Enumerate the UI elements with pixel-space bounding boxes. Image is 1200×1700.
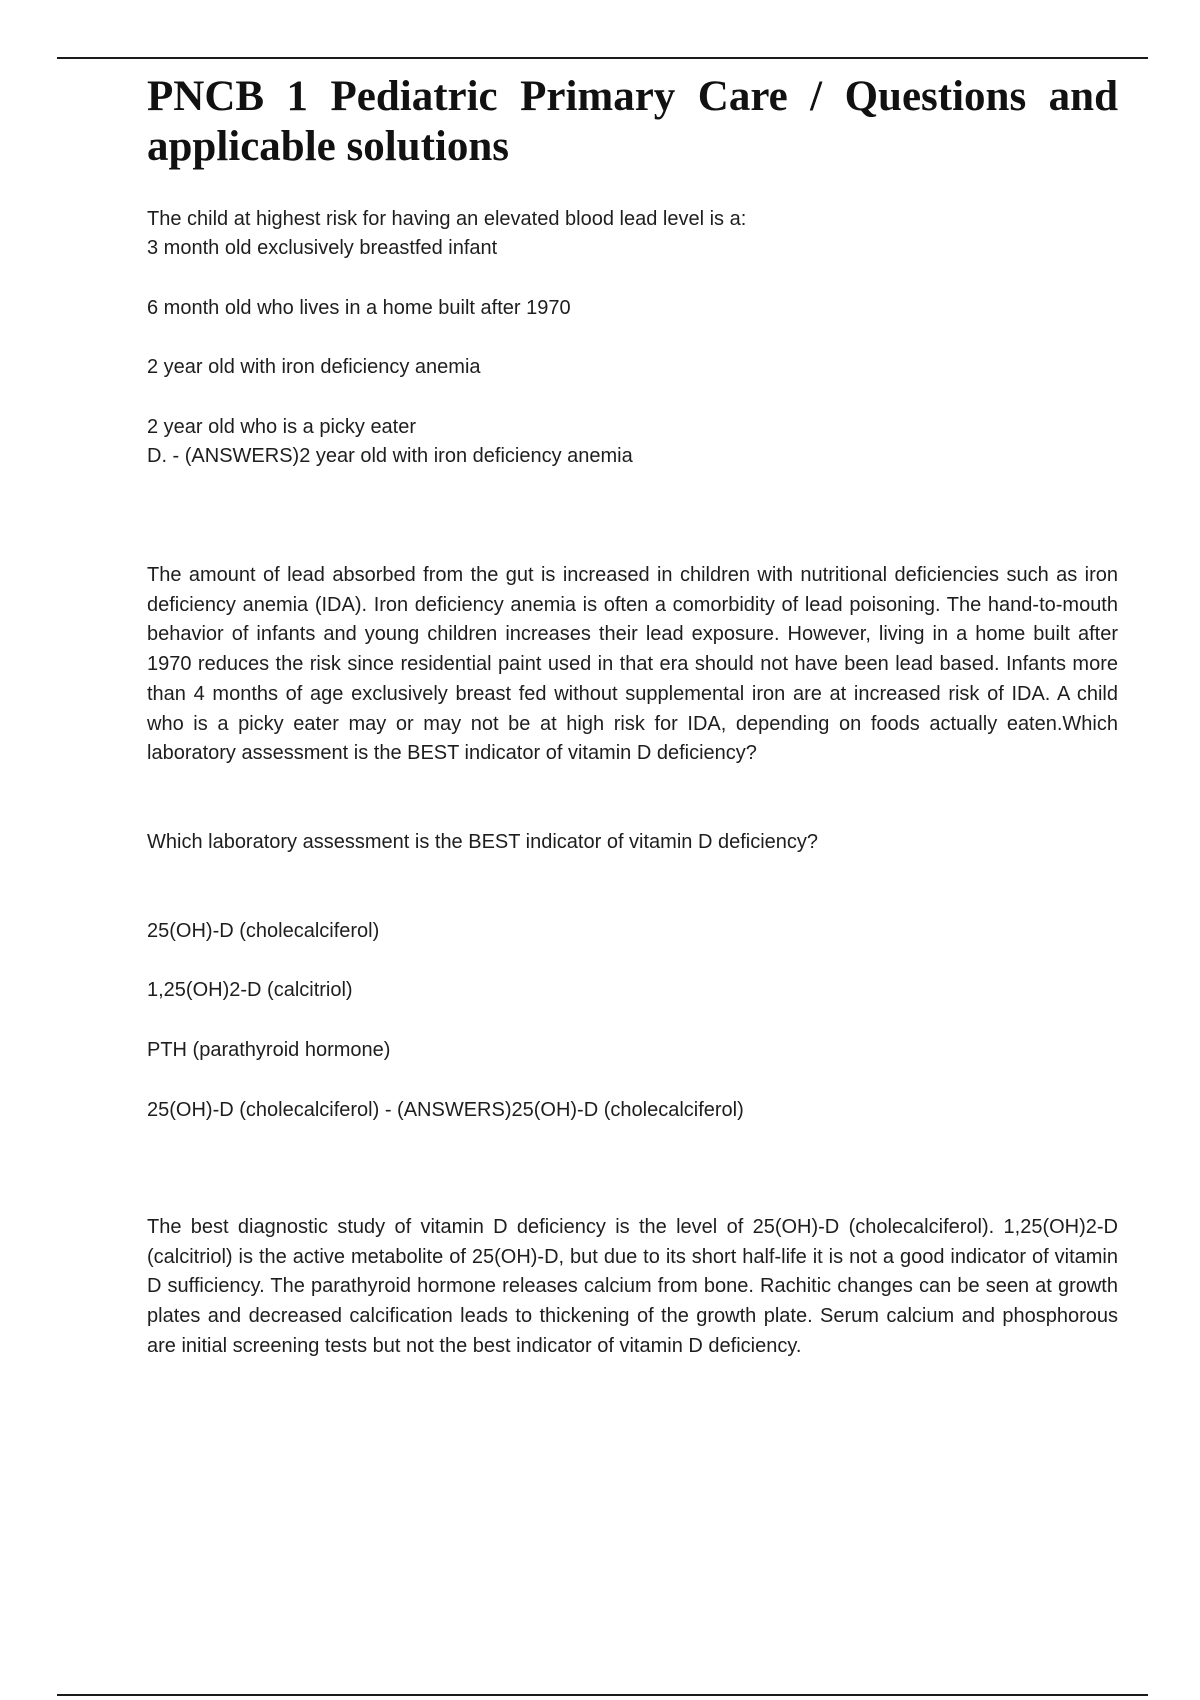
q1-option-a: 3 month old exclusively breastfed infant [147, 237, 498, 259]
q1-rationale: The amount of lead absorbed from the gut is increased in children with nutritional deficiencies such as iron deficiency anemia (IDA). Iron deficiency anemia is often a comorbidity of lead poisoning. The hand-to-mouth behavior of infants and young children increases their lead exposure. However, living in a home built after 1970 reduces the risk since residential paint used in that era should not have been lead based. Infants more than 4 months of age exclusively breast fed without supplemental iron are at increased risk of IDA. A child who is a picky eater may or may not be at high risk for IDA, depending on foods actually eaten.Which laboratory assessment is the BEST indicator of vitamin D deficiency? [147, 564, 1118, 765]
header-rule [57, 57, 1148, 59]
q2-answer: 25(OH)-D (cholecalciferol) - (ANSWERS)25(OH)-D (cholecalciferol) [147, 1099, 744, 1121]
footer-rule [57, 1694, 1148, 1696]
q2-rationale: The best diagnostic study of vitamin D deficiency is the level of 25(OH)-D (cholecalciferol). 1,25(OH)2-D (calcitriol) is the active metabolite of 25(OH)-D, but due to its short half-life it is not a good indicator of vitamin D sufficiency. The parathyroid hormone releases calcium from bone. Rachitic changes can be seen at growth plates and decreased calcification leads to thickening of the growth plate. Serum calcium and phosphorous are initial screening tests but not the best indicator of vitamin D deficiency. [147, 1216, 1118, 1357]
question-1: The child at highest risk for having an elevated blood lead level is a: [147, 208, 747, 230]
document-title: PNCB 1 Pediatric Primary Care / Questions and applicable solutions [147, 73, 1118, 170]
q2-option-b: 1,25(OH)2-D (calcitriol) [147, 979, 353, 1001]
q1-option-d: 2 year old who is a picky eater [147, 416, 417, 438]
q1-option-c: 2 year old with iron deficiency anemia [147, 356, 481, 378]
q1-option-b: 6 month old who lives in a home built after 1970 [147, 297, 571, 319]
q2-option-c: PTH (parathyroid hormone) [147, 1039, 391, 1061]
q2-option-a: 25(OH)-D (cholecalciferol) [147, 920, 380, 942]
question-2: Which laboratory assessment is the BEST indicator of vitamin D deficiency? [147, 831, 819, 853]
q1-answer: D. - (ANSWERS)2 year old with iron deficiency anemia [147, 445, 633, 467]
